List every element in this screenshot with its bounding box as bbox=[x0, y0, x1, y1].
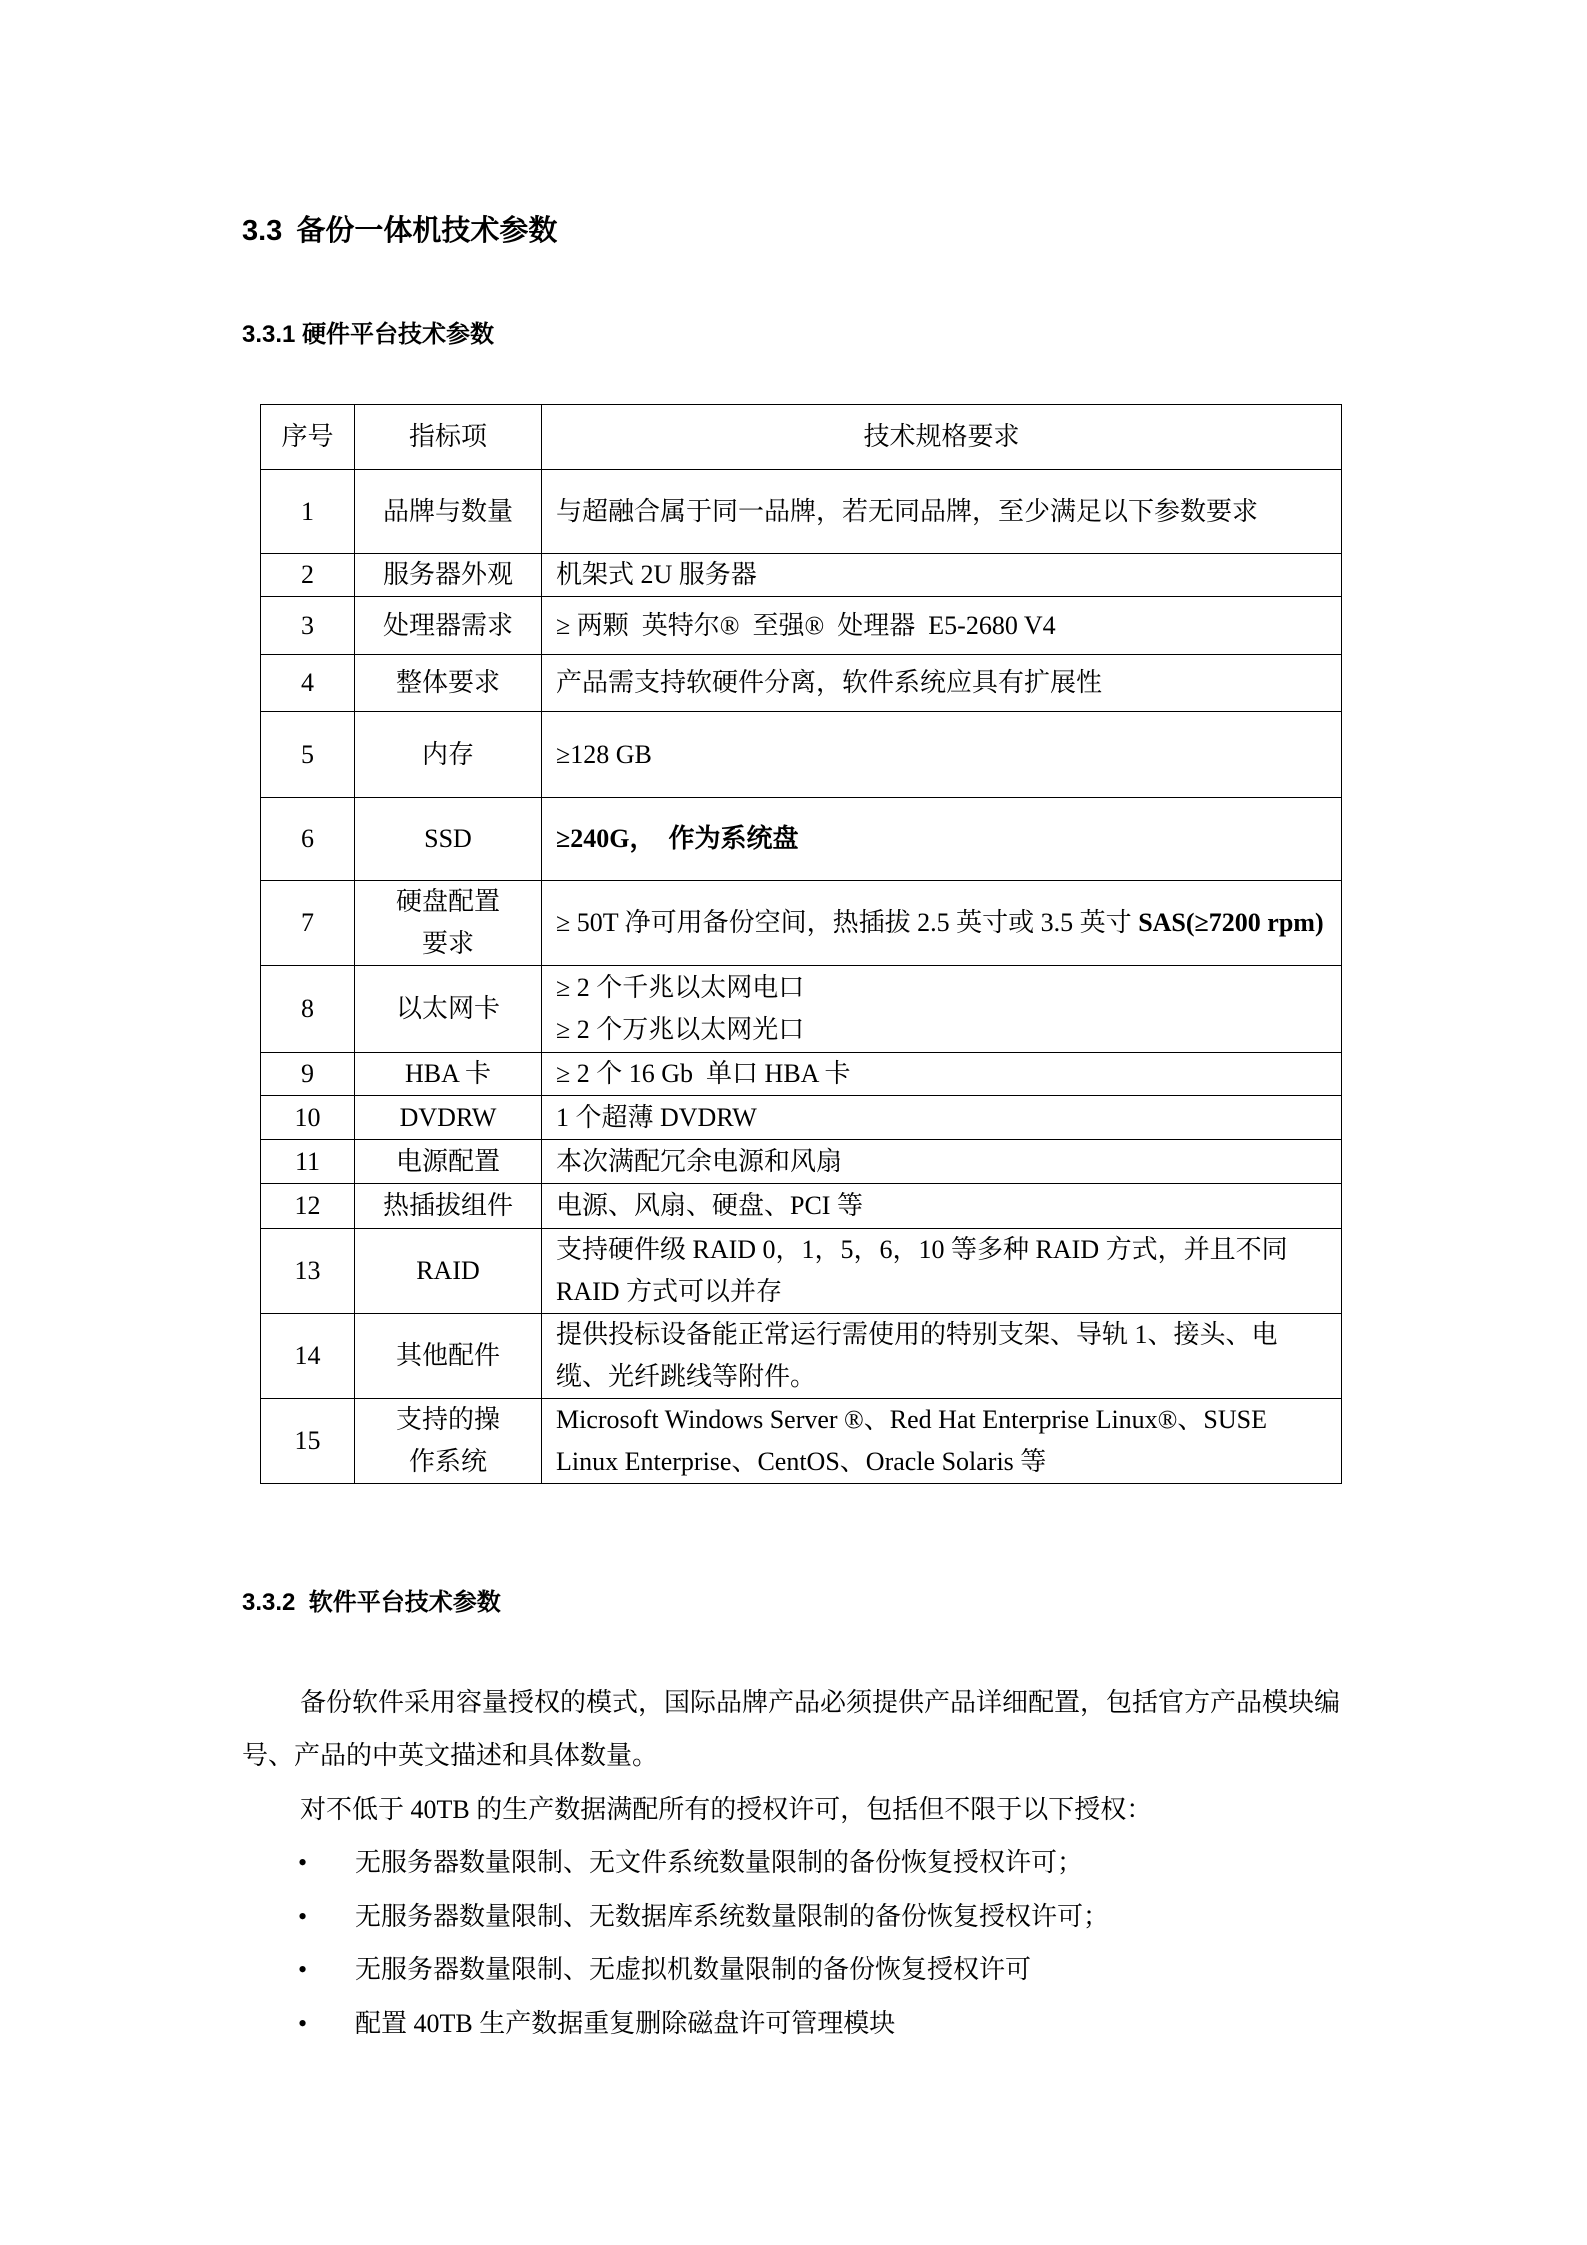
spec-line: ≥ 2 个千兆以太网电口 bbox=[556, 973, 805, 1002]
cell-no: 12 bbox=[261, 1184, 355, 1229]
spec-line: ≥ 2 个万兆以太网光口 bbox=[556, 1015, 805, 1044]
bullet-text: 无服务器数量限制、无数据库系统数量限制的备份恢复授权许可； bbox=[355, 1902, 1110, 1931]
table-row bbox=[261, 1096, 1342, 1140]
cell-no: 5 bbox=[261, 712, 355, 798]
cell-spec: ≥240G， 作为系统盘 bbox=[542, 798, 1342, 881]
header-no: 序号 bbox=[261, 405, 355, 470]
cell-no: 15 bbox=[261, 1399, 355, 1484]
cell-spec: ≥ 2 个 16 Gb 单口 HBA 卡 bbox=[542, 1053, 1342, 1096]
bullet-icon: • bbox=[298, 1902, 308, 1931]
table-row bbox=[261, 1140, 1342, 1184]
cell-item: 品牌与数量 bbox=[355, 470, 542, 554]
table-row bbox=[261, 597, 1342, 655]
cell-no: 8 bbox=[261, 966, 355, 1053]
cell-no: 2 bbox=[261, 554, 355, 597]
subsection-title: 软件平台技术参数 bbox=[308, 1589, 501, 1616]
cell-item: 内存 bbox=[355, 712, 542, 798]
subsection-title: 硬件平台技术参数 bbox=[302, 321, 495, 348]
section-heading bbox=[242, 208, 557, 249]
cell-no: 13 bbox=[261, 1229, 355, 1314]
cell-spec: 提供投标设备能正常运行需使用的特别支架、导轨 1、接头、电缆、光纤跳线等附件。 bbox=[542, 1314, 1342, 1399]
table-row bbox=[261, 1314, 1342, 1399]
bullet-text: 配置 40TB 生产数据重复删除磁盘许可管理模块 bbox=[355, 2009, 896, 2038]
cell-item: HBA 卡 bbox=[355, 1053, 542, 1096]
table-row bbox=[261, 1399, 1342, 1484]
cell-item: 处理器需求 bbox=[355, 597, 542, 655]
header-item: 指标项 bbox=[355, 405, 542, 470]
table-row bbox=[261, 881, 1342, 966]
cell-spec: 1 个超薄 DVDRW bbox=[542, 1096, 1342, 1140]
cell-no: 3 bbox=[261, 597, 355, 655]
cell-spec bbox=[542, 966, 1342, 1053]
cell-item: 支持的操作系统 bbox=[355, 1399, 542, 1484]
cell-item: 以太网卡 bbox=[355, 966, 542, 1053]
table-row bbox=[261, 1229, 1342, 1314]
cell-item: 其他配件 bbox=[355, 1314, 542, 1399]
cell-no: 6 bbox=[261, 798, 355, 881]
table-row bbox=[261, 554, 1342, 597]
cell-spec: 电源、风扇、硬盘、PCI 等 bbox=[542, 1184, 1342, 1229]
subsection-number: 3.3.2 bbox=[242, 1589, 296, 1616]
cell-spec: 本次满配冗余电源和风扇 bbox=[542, 1140, 1342, 1184]
cell-item: SSD bbox=[355, 798, 542, 881]
cell-spec: 支持硬件级 RAID 0，1，5，6，10 等多种 RAID 方式，并且不同 RAID 方式可以并存 bbox=[542, 1229, 1342, 1314]
cell-item: 整体要求 bbox=[355, 655, 542, 712]
table-row bbox=[261, 1053, 1342, 1096]
cell-spec: ≥ 两颗 英特尔® 至强® 处理器 E5-2680 V4 bbox=[542, 597, 1342, 655]
cell-no: 9 bbox=[261, 1053, 355, 1096]
paragraph: 对不低于 40TB 的生产数据满配所有的授权许可，包括但不限于以下授权： bbox=[300, 1795, 1153, 1824]
cell-spec: 机架式 2U 服务器 bbox=[542, 554, 1342, 597]
table-row bbox=[261, 1184, 1342, 1229]
hardware-spec-table bbox=[260, 404, 1342, 1484]
bullet-item bbox=[298, 1836, 1083, 1889]
paragraph: 备份软件采用容量授权的模式，国际品牌产品必须提供产品详细配置，包括官方产品模块编号、产品的中英文描述和具体数量。 bbox=[242, 1688, 1341, 1770]
bullet-icon: • bbox=[298, 1848, 308, 1877]
section-title: 备份一体机技术参数 bbox=[296, 215, 558, 247]
cell-spec: Microsoft Windows Server ®、Red Hat Enterprise Linux®、SUSE Linux Enterprise、CentOS、Oracle Solaris 等 bbox=[542, 1399, 1342, 1484]
cell-no: 4 bbox=[261, 655, 355, 712]
table-row bbox=[261, 655, 1342, 712]
spec-text: ≥ 50T 净可用备份空间，热插拔 2.5 英寸或 3.5 英寸 bbox=[556, 908, 1139, 937]
cell-no: 7 bbox=[261, 881, 355, 966]
cell-spec: ≥128 GB bbox=[542, 712, 1342, 798]
subsection-heading-hardware bbox=[242, 314, 494, 349]
subsection-number: 3.3.1 bbox=[242, 321, 296, 348]
bullet-icon: • bbox=[298, 1955, 308, 1984]
cell-item: RAID bbox=[355, 1229, 542, 1314]
bullet-item bbox=[298, 1997, 895, 2050]
header-spec: 技术规格要求 bbox=[542, 405, 1342, 470]
bullet-text: 无服务器数量限制、无文件系统数量限制的备份恢复授权许可； bbox=[355, 1848, 1084, 1877]
section-number: 3.3 bbox=[242, 215, 283, 247]
cell-spec: 产品需支持软硬件分离，软件系统应具有扩展性 bbox=[542, 655, 1342, 712]
table-row bbox=[261, 798, 1342, 881]
cell-no: 14 bbox=[261, 1314, 355, 1399]
bullet-item bbox=[298, 1890, 1109, 1943]
spec-bold-text: SAS(≥7200 rpm) bbox=[1138, 908, 1324, 937]
cell-item: 硬盘配置要求 bbox=[355, 881, 542, 966]
cell-no: 11 bbox=[261, 1140, 355, 1184]
table-row bbox=[261, 470, 1342, 554]
subsection-heading-software bbox=[242, 1582, 501, 1617]
bullet-item bbox=[298, 1943, 1031, 1996]
table-row bbox=[261, 712, 1342, 798]
cell-spec: 与超融合属于同一品牌，若无同品牌，至少满足以下参数要求 bbox=[542, 470, 1342, 554]
cell-item: 热插拔组件 bbox=[355, 1184, 542, 1229]
bullet-icon: • bbox=[298, 2009, 308, 2038]
bullet-text: 无服务器数量限制、无虚拟机数量限制的备份恢复授权许可 bbox=[355, 1955, 1032, 1984]
cell-item: 服务器外观 bbox=[355, 554, 542, 597]
table-header-row bbox=[261, 405, 1342, 470]
cell-spec bbox=[542, 881, 1342, 966]
cell-no: 10 bbox=[261, 1096, 355, 1140]
cell-item: 电源配置 bbox=[355, 1140, 542, 1184]
cell-no: 1 bbox=[261, 470, 355, 554]
table-row bbox=[261, 966, 1342, 1053]
cell-item: DVDRW bbox=[355, 1096, 542, 1140]
